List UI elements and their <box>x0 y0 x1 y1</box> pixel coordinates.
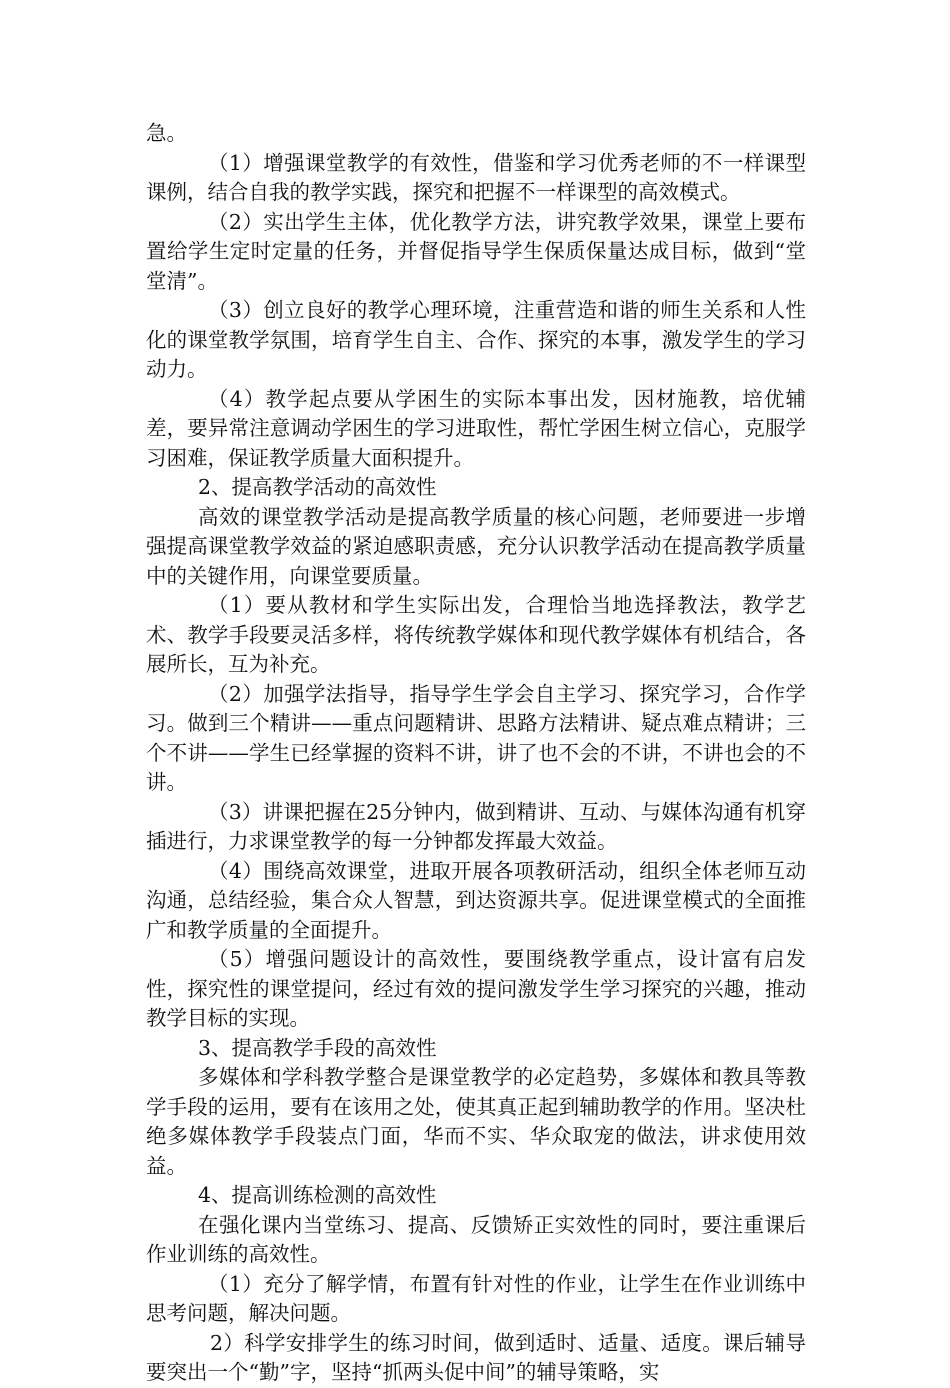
paragraph: 急。 <box>146 121 187 145</box>
paragraph: 在强化课内当堂练习、提高、反馈矫正实效性的同时，要注重课后作业训练的高效性。 <box>146 1212 806 1266</box>
paragraph: 高效的课堂教学活动是提高教学质量的核心问题，老师要进一步增强提高课堂教学效益的紧迫感职责感，充分认识教学活动在提高教学质量中的关键作用，向课堂要质量。 <box>146 504 806 588</box>
section-heading: 4、提高训练检测的高效性 <box>198 1183 437 1207</box>
paragraph: 2）科学安排学生的练习时间，做到适时、适量、适度。课后辅导要突出一个“勤”字，坚持“抓两头促中间”的辅导策略，实 <box>146 1330 806 1384</box>
paragraph: （1）增强课堂教学的有效性，借鉴和学习优秀老师的不一样课型课例，结合自我的教学实践，探究和把握不一样课型的高效模式。 <box>146 150 806 204</box>
paragraph: 多媒体和学科教学整合是课堂教学的必定趋势，多媒体和教具等教学手段的运用，要有在该用之处，使其真正起到辅助教学的作用。坚决杜绝多媒体教学手段装点门面，华而不实、华众取宠的做法，讲求使用效益。 <box>146 1065 806 1178</box>
paragraph: （1）要从教材和学生实际出发，合理恰当地选择教法，教学艺术、教学手段要灵活多样，将传统教学媒体和现代教学媒体有机结合，各展所长，互为补充。 <box>146 593 806 676</box>
paragraph: （2）实出学生主体，优化教学方法，讲究教学效果，课堂上要布置给学生定时定量的任务，并督促指导学生保质保量达成目标，做到“堂堂清”。 <box>146 209 806 293</box>
paragraph: （3）创立良好的教学心理环境，注重营造和谐的师生关系和人性化的课堂教学氛围，培育学生自主、合作、探究的本事，激发学生的学习动力。 <box>146 298 806 381</box>
section-heading: 2、提高教学活动的高效性 <box>198 475 437 499</box>
paragraph: （3）讲课把握在25分钟内，做到精讲、互动、与媒体沟通有机穿插进行，力求课堂教学的每一分钟都发挥最大效益。 <box>146 799 806 853</box>
paragraph: （4）教学起点要从学困生的实际本事出发，因材施教，培优辅差，要异常注意调动学困生的学习进取性，帮忙学困生树立信心，克服学习困难，保证教学质量大面积提升。 <box>146 386 806 470</box>
section-heading: 3、提高教学手段的高效性 <box>198 1035 437 1060</box>
document-body <box>146 119 806 1388</box>
paragraph: （4）围绕高效课堂，进取开展各项教研活动，组织全体老师互动沟通，总结经验，集合众人智慧，到达资源共享。促进课堂模式的全面推广和教学质量的全面提升。 <box>146 858 806 942</box>
paragraph: （2）加强学法指导，指导学生学会自主学习、探究学习，合作学习。做到三个精讲——重点问题精讲、思路方法精讲、疑点难点精讲；三个不讲——学生已经掌握的资料不讲，讲了也不会的不讲，不讲也会的不讲。 <box>146 681 806 794</box>
paragraph: （5）增强问题设计的高效性，要围绕教学重点，设计富有启发性，探究性的课堂提问，经过有效的提问激发学生学习探究的兴趣，推动教学目标的实现。 <box>146 947 806 1030</box>
paragraph: （1）充分了解学情，布置有针对性的作业，让学生在作业训练中思考问题，解决问题。 <box>146 1271 806 1325</box>
